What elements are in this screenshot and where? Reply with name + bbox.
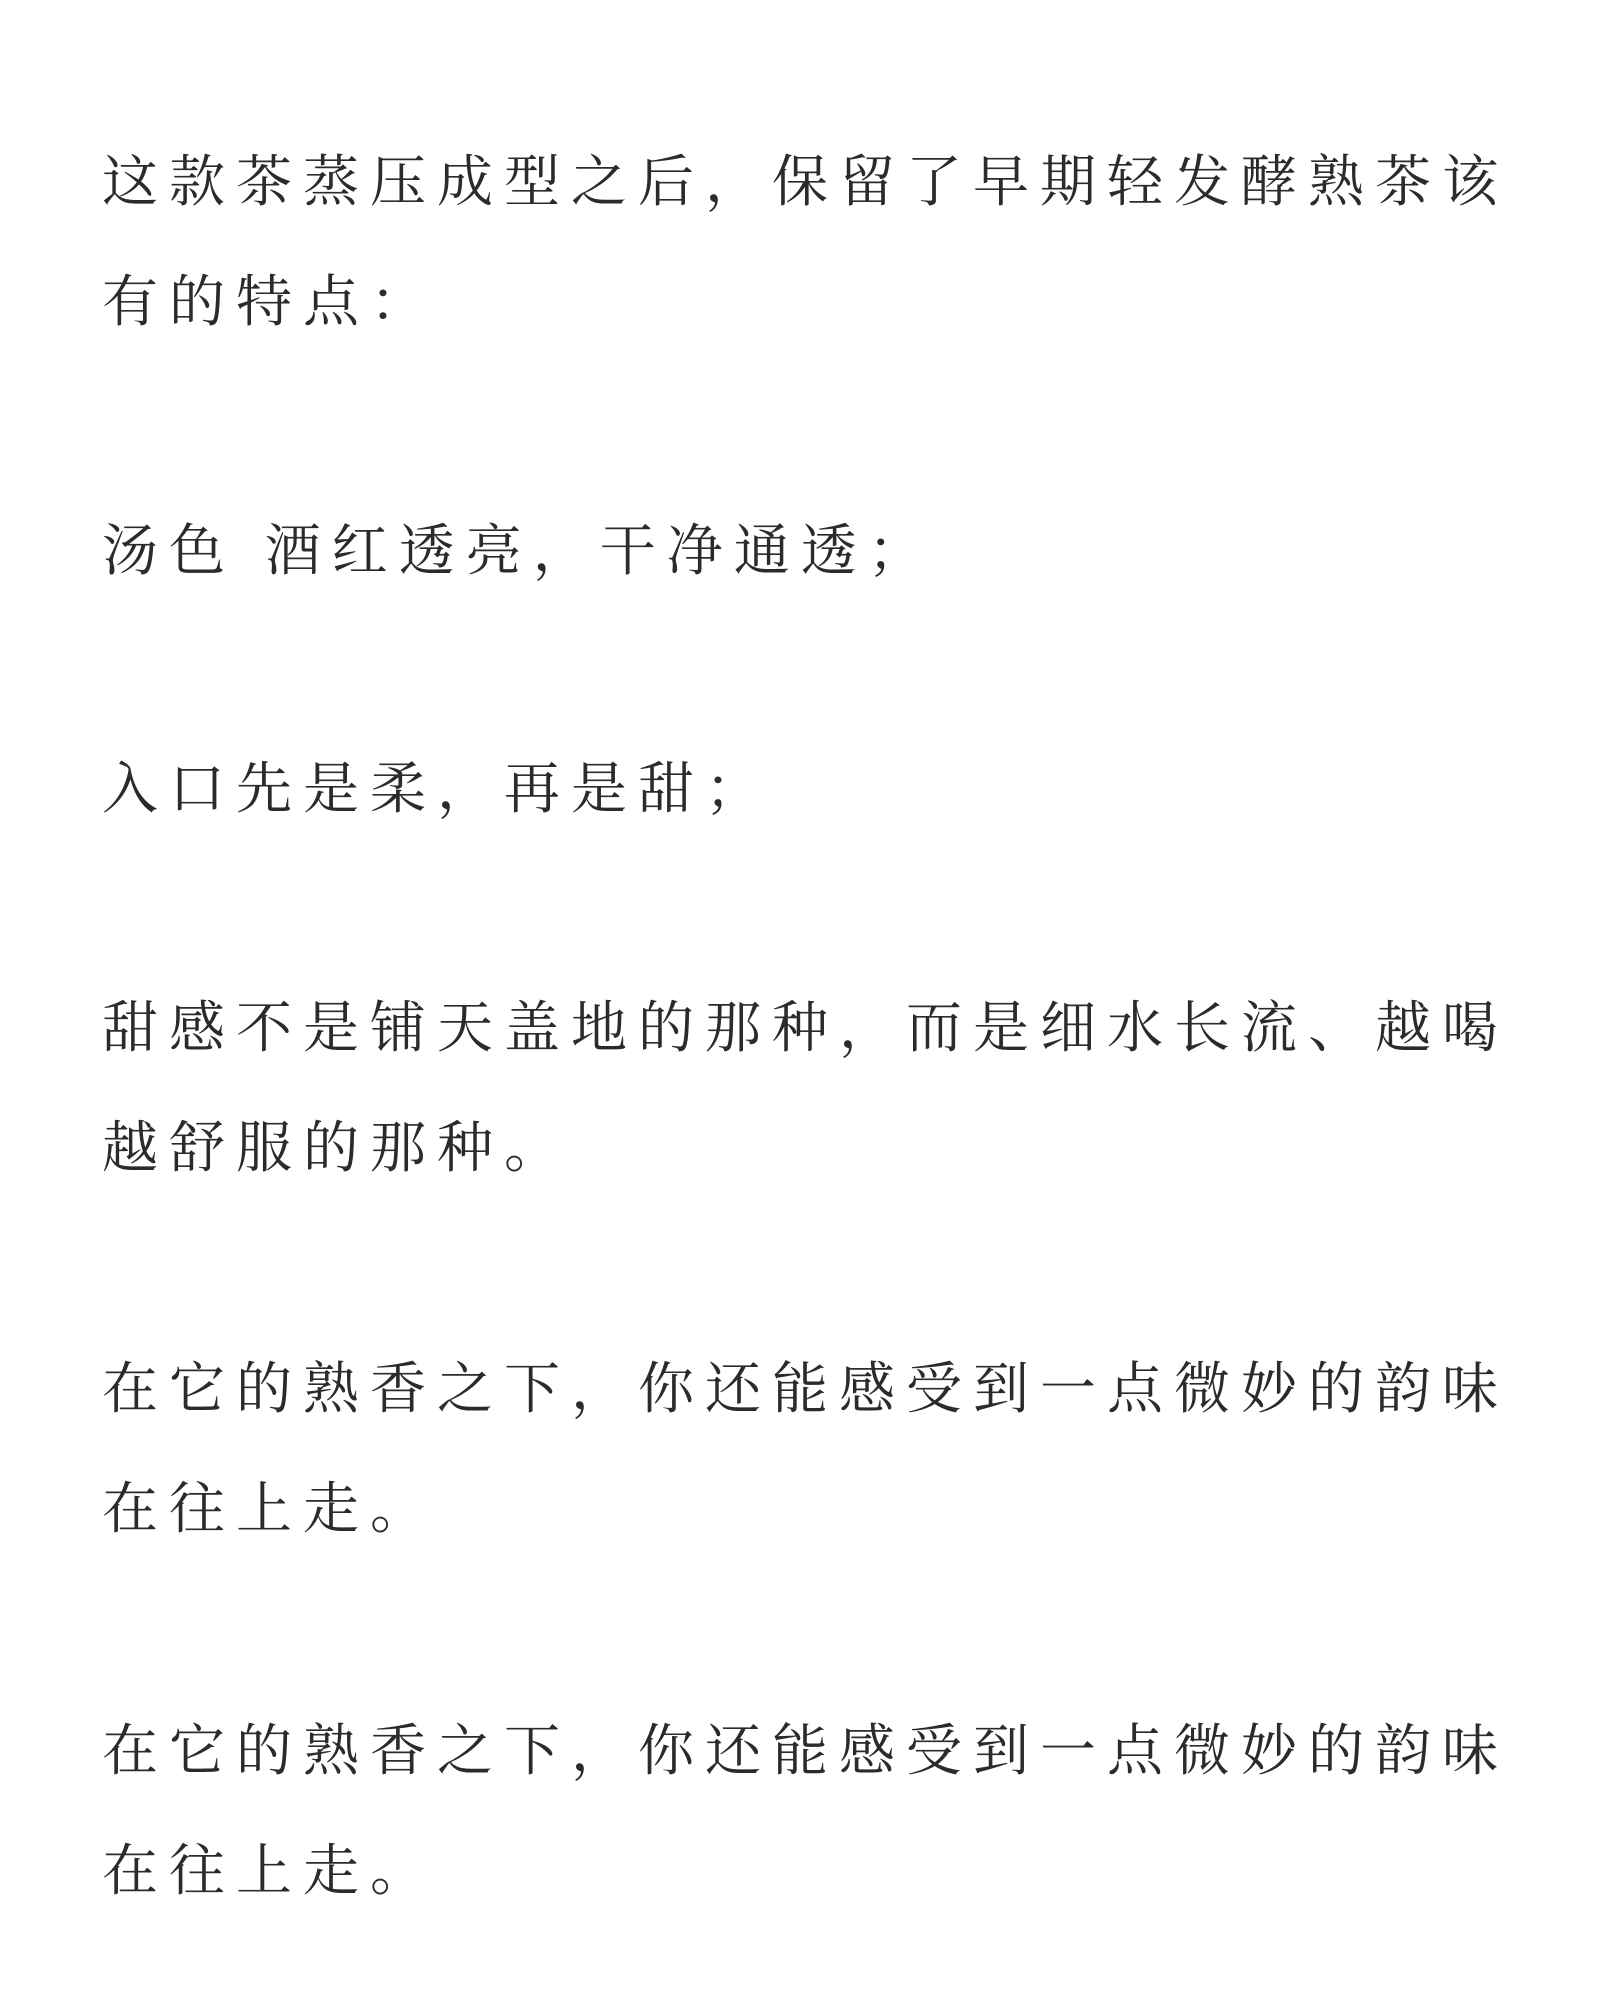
paragraph-line: 有的特点：: [102, 270, 437, 335]
paragraph-tea-color: [102, 492, 1522, 612]
paragraph-line: 越舒服的那种。: [102, 1116, 571, 1181]
paragraph-sweetness: [102, 969, 1522, 1209]
paragraph-line: 在往上走。: [102, 1477, 437, 1542]
paragraph-line: 在它的熟香之下，你还能感受到一点微妙的韵味: [102, 1357, 1509, 1422]
paragraph-first-taste: [102, 730, 1522, 850]
paragraph-aroma: [102, 1330, 1522, 1570]
paragraph-aroma-repeat: [102, 1692, 1522, 1932]
paragraph-line: 这款茶蒸压成型之后，保留了早期轻发酵熟茶该: [102, 150, 1509, 215]
paragraph-tea-pressing: [102, 123, 1522, 363]
paragraph-line: 在它的熟香之下，你还能感受到一点微妙的韵味: [102, 1719, 1509, 1784]
paragraph-line: 在往上走。: [102, 1839, 437, 1904]
paragraph-line: 甜感不是铺天盖地的那种，而是细水长流、越喝: [102, 996, 1509, 1061]
paragraph-line: 入口先是柔，再是甜；: [102, 757, 772, 822]
paragraph-line: 汤色 酒红透亮，干净通透；: [102, 519, 935, 584]
